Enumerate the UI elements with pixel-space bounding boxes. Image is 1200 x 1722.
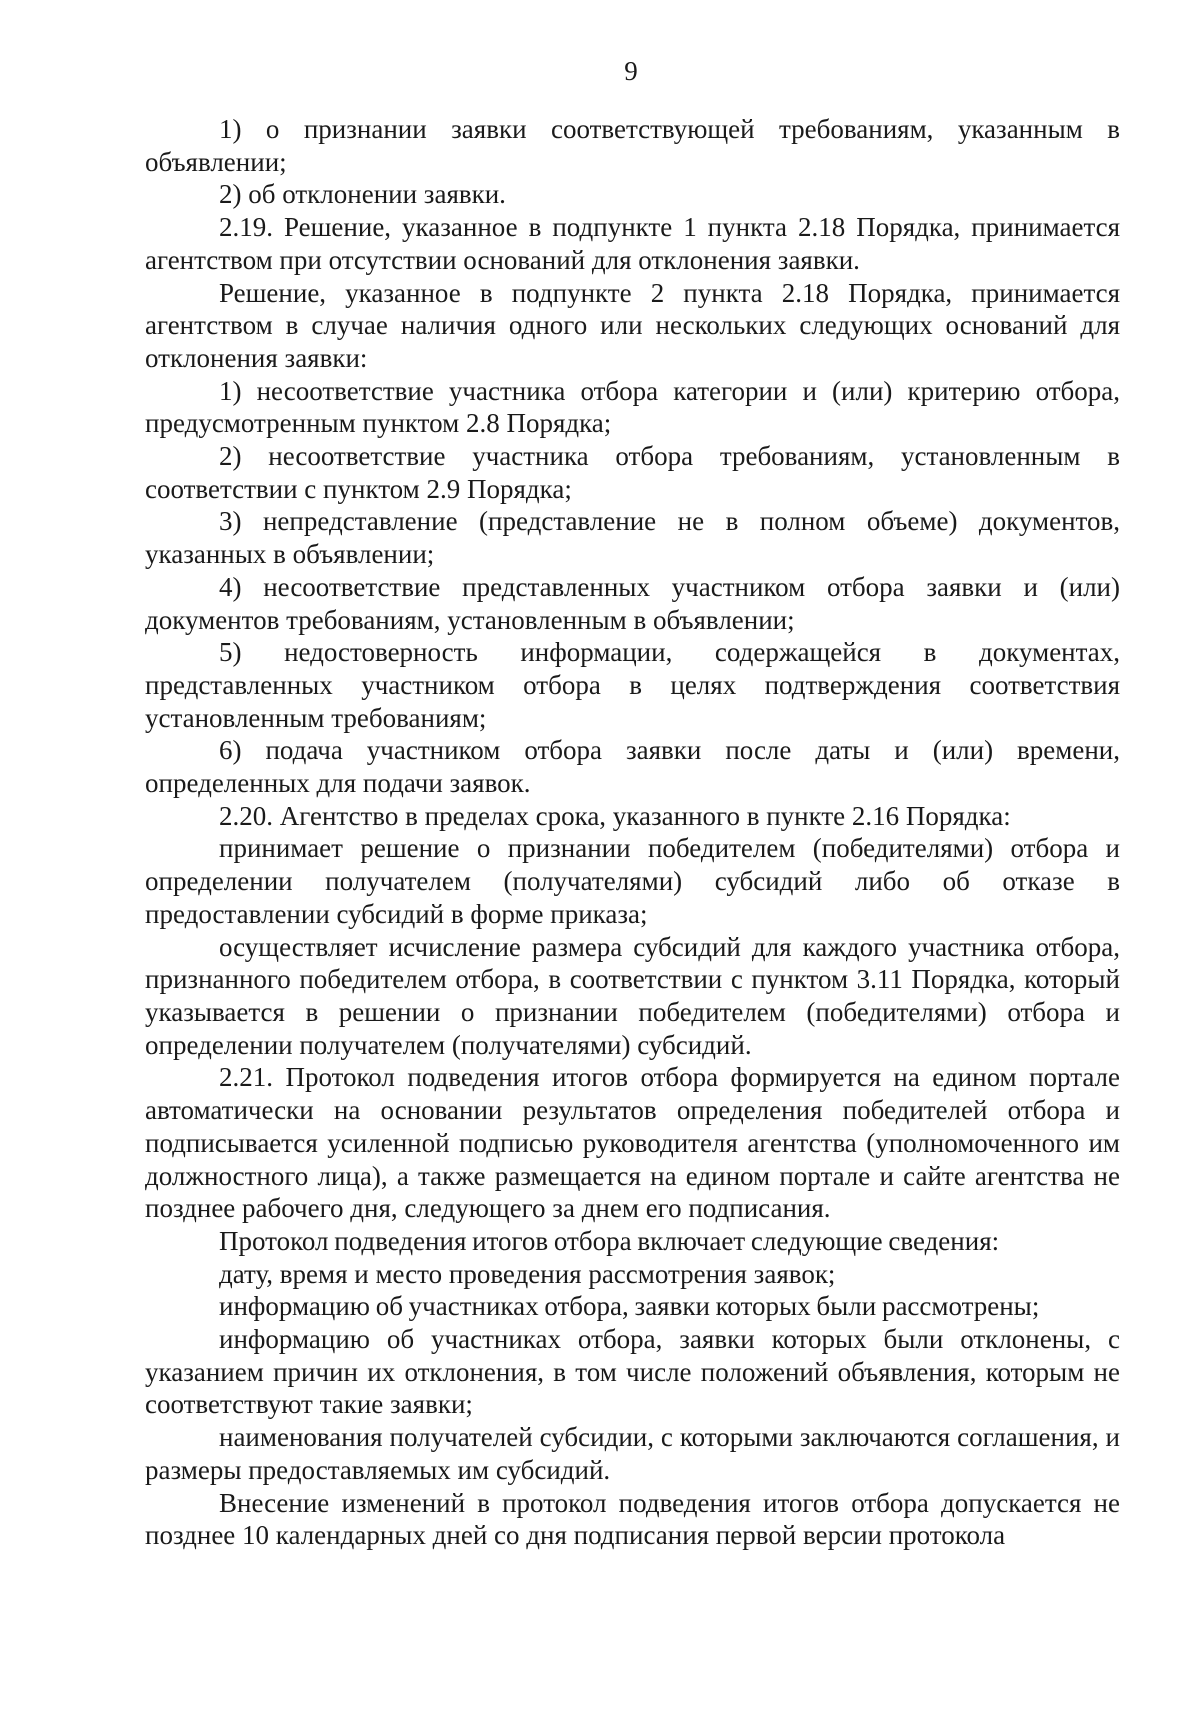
list-item: 5) недостоверность информации, содержащейся в документах, представленных участником отбора в целях подтверждения соответствия установленным требованиям; [145, 637, 1120, 733]
paragraph: 2.20. Агентство в пределах срока, указанного в пункте 2.16 Порядка: [219, 800, 1011, 831]
list-item: информацию об участниках отбора, заявки которых были рассмотрены; [219, 1291, 1040, 1322]
paragraph: осуществляет исчисление размера субсидий для каждого участника отбора, признанного победителем отбора, в соответствии с пунктом 3.11 Порядка, который указывается в решении о признании победителем (победителями) отбора и определении получателем (получателями) субсидий. [145, 931, 1120, 1060]
list-item: дату, время и место проведения рассмотрения заявок; [219, 1258, 836, 1289]
paragraph: принимает решение о признании победителем (победителями) отбора и определении получателем (получателями) субсидий либо об отказе в предоставлении субсидий в форме приказа; [145, 833, 1120, 929]
paragraph: 2.19. Решение, указанное в подпункте 1 пункта 2.18 Порядка, принимается агентством при отсутствии оснований для отклонения заявки. [145, 212, 1120, 275]
list-item: 1) о признании заявки соответствующей требованиям, указанным в объявлении; [145, 114, 1120, 177]
list-item: наименования получателей субсидии, с которыми заключаются соглашения, и размеры предоставляемых им субсидий. [145, 1422, 1120, 1485]
list-item: 3) непредставление (представление не в полном объеме) документов, указанных в объявлении; [145, 506, 1120, 570]
list-item: 2) об отклонении заявки. [219, 179, 506, 210]
paragraph: Внесение изменений в протокол подведения итогов отбора допускается не позднее 10 календарных дней со дня подписания первой версии протокола [145, 1487, 1120, 1551]
list-item: 4) несоответствие представленных участником отбора заявки и (или) документов требованиям, установленным в объявлении; [145, 571, 1120, 635]
document-body [145, 113, 1120, 1552]
paragraph: Решение, указанное в подпункте 2 пункта 2.18 Порядка, принимается агентством в случае наличия одного или нескольких следующих оснований для отклонения заявки: [145, 277, 1120, 373]
paragraph: 2.21. Протокол подведения итогов отбора формируется на едином портале автоматически на основании результатов определения победителей отбора и подписывается усиленной подписью руководителя агентства (уполномоченного им должностного лица), а также размещается на едином портале и сайте агентства не позднее рабочего дня, следующего за днем его подписания. [145, 1062, 1120, 1224]
list-item: 6) подача участником отбора заявки после даты и (или) времени, определенных для подачи заявок. [145, 735, 1120, 799]
list-item: 2) несоответствие участника отбора требованиям, установленным в соответствии с пунктом 2.9 Порядка; [145, 441, 1120, 504]
page-number: 9 [624, 56, 638, 86]
list-item: информацию об участниках отбора, заявки которых были отклонены, с указанием причин их отклонения, в том числе положений объявления, которым не соответствуют такие заявки; [145, 1324, 1120, 1420]
list-item: 1) несоответствие участника отбора категории и (или) критерию отбора, предусмотренным пунктом 2.8 Порядка; [145, 375, 1120, 439]
paragraph: Протокол подведения итогов отбора включает следующие сведения: [219, 1225, 1000, 1256]
